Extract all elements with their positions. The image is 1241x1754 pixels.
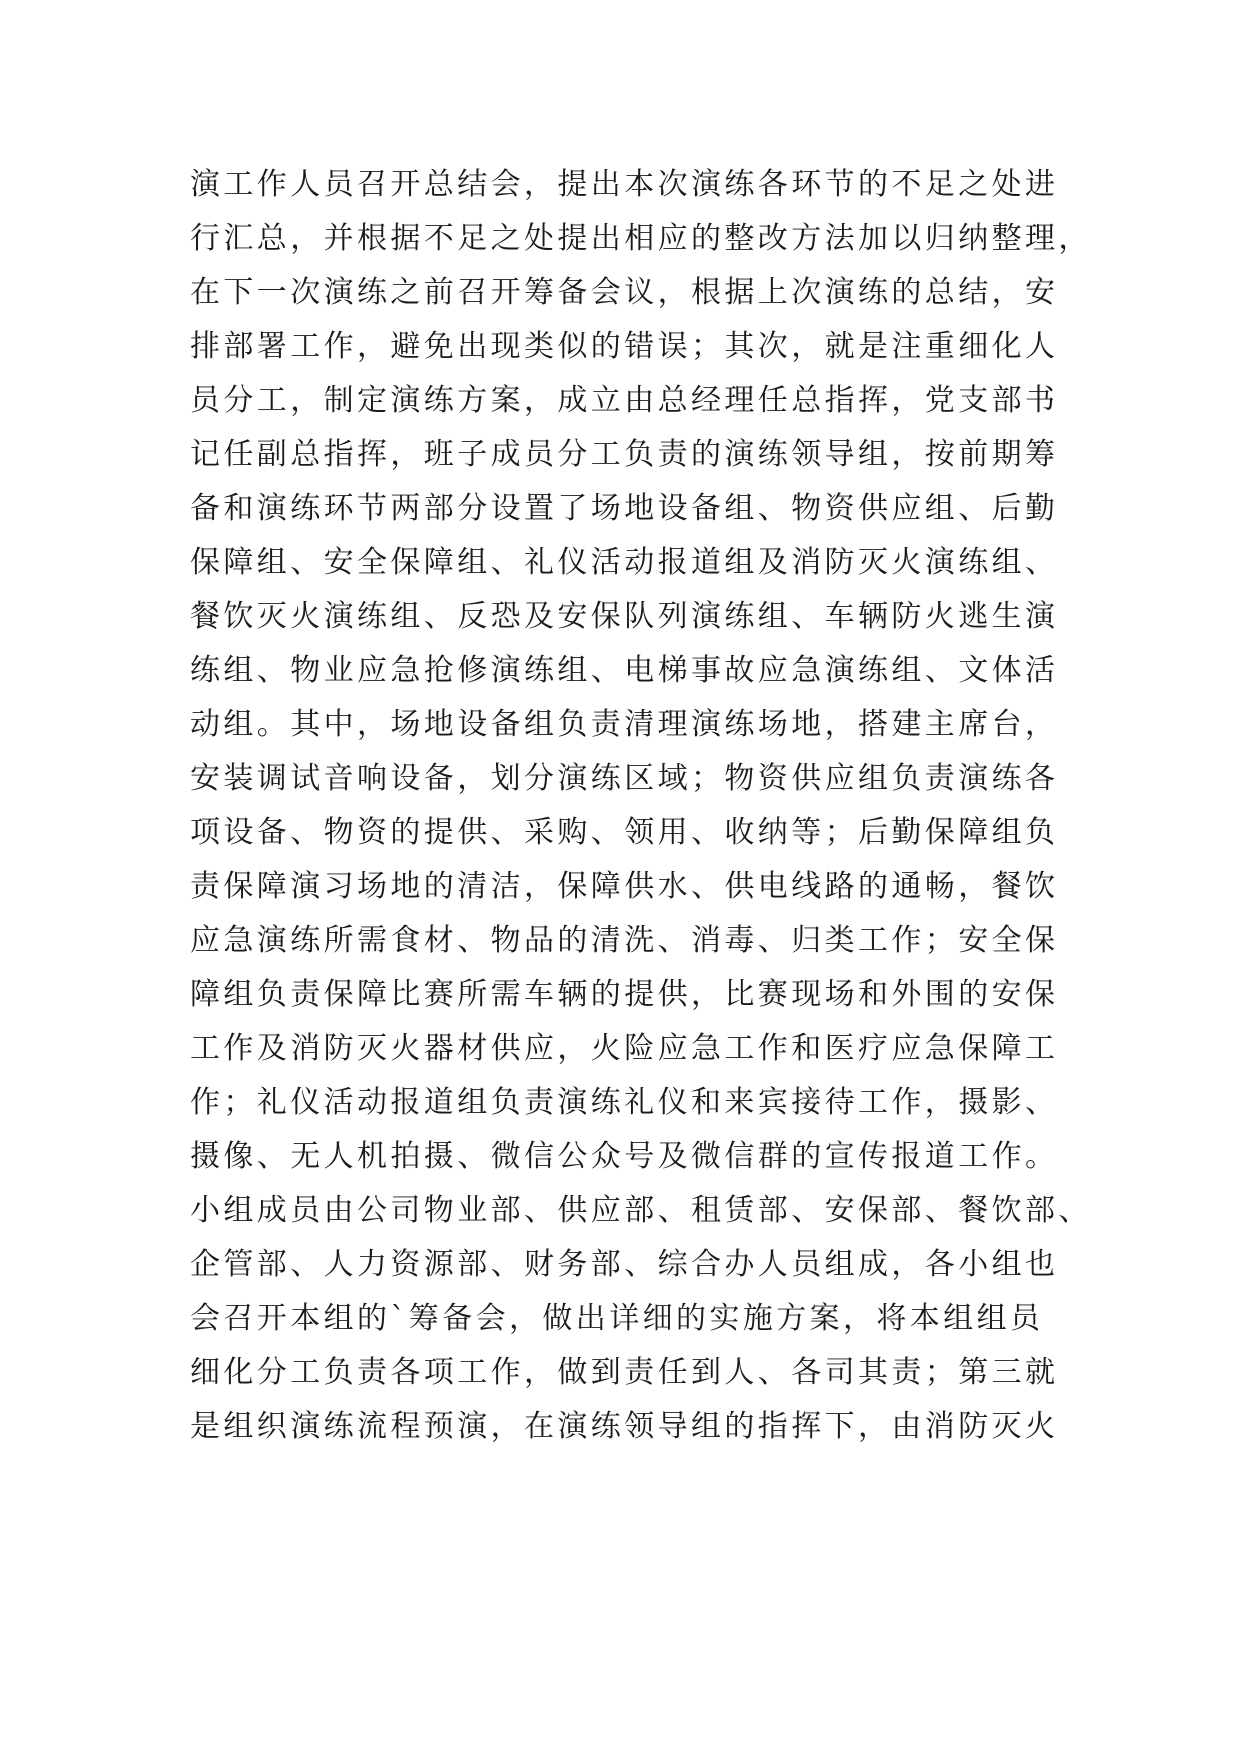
text-line: 动组。其中，场地设备组负责清理演练场地，搭建主席台， (190, 707, 1059, 742)
text-line: 作；礼仪活动报道组负责演练礼仪和来宾接待工作，摄影、 (190, 1085, 1059, 1120)
text-line: 企管部、人力资源部、财务部、综合办人员组成，各小组也 (190, 1247, 1059, 1282)
text-line: 责保障演习场地的清洁，保障供水、供电线路的通畅，餐饮 (190, 869, 1059, 904)
text-line: 小组成员由公司物业部、供应部、租赁部、安保部、餐饮部、 (190, 1193, 1092, 1228)
text-line: 摄像、无人机拍摄、微信公众号及微信群的宣传报道工作。 (190, 1139, 1059, 1174)
text-line: 细化分工负责各项工作，做到责任到人、各司其责；第三就 (190, 1355, 1059, 1390)
text-line: 应急演练所需食材、物品的清洗、消毒、归类工作；安全保 (190, 923, 1059, 958)
text-line: 障组负责保障比赛所需车辆的提供，比赛现场和外围的安保 (190, 977, 1059, 1012)
text-line: 练组、物业应急抢修演练组、电梯事故应急演练组、文体活 (190, 653, 1059, 688)
text-line: 会召开本组的`筹备会，做出详细的实施方案，将本组组员 (190, 1301, 1044, 1336)
text-line: 排部署工作，避免出现类似的错误；其次，就是注重细化人 (190, 329, 1059, 364)
text-line: 记任副总指挥，班子成员分工负责的演练领导组，按前期筹 (190, 437, 1059, 472)
text-line: 项设备、物资的提供、采购、领用、收纳等；后勤保障组负 (190, 815, 1059, 850)
text-line: 工作及消防灭火器材供应，火险应急工作和医疗应急保障工 (190, 1031, 1059, 1066)
text-line: 安装调试音响设备，划分演练区域；物资供应组负责演练各 (190, 761, 1059, 796)
body-text (190, 158, 1090, 1454)
text-line: 餐饮灭火演练组、反恐及安保队列演练组、车辆防火逃生演 (190, 599, 1059, 634)
text-line: 行汇总，并根据不足之处提出相应的整改方法加以归纳整理， (190, 221, 1092, 256)
text-line: 员分工，制定演练方案，成立由总经理任总指挥，党支部书 (190, 383, 1059, 418)
text-line: 在下一次演练之前召开筹备会议，根据上次演练的总结，安 (190, 275, 1059, 310)
text-line: 演工作人员召开总结会，提出本次演练各环节的不足之处进 (190, 167, 1059, 202)
text-line: 备和演练环节两部分设置了场地设备组、物资供应组、后勤 (190, 491, 1059, 526)
text-line: 保障组、安全保障组、礼仪活动报道组及消防灭火演练组、 (190, 545, 1059, 580)
text-line: 是组织演练流程预演，在演练领导组的指挥下，由消防灭火 (190, 1409, 1059, 1444)
